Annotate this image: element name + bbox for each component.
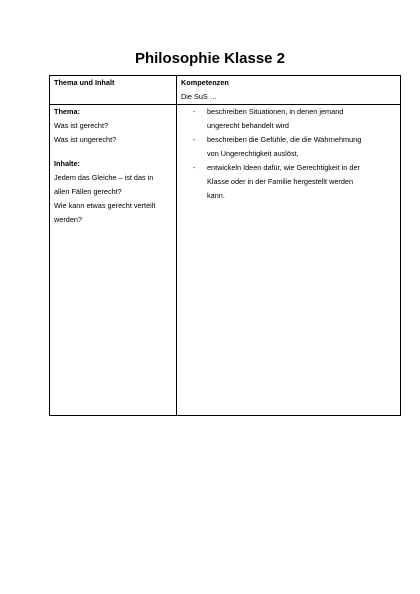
- list-item: [181, 161, 396, 203]
- thema-label: Thema:: [54, 107, 80, 116]
- curriculum-table: [49, 75, 401, 416]
- header-thema-und-inhalt: Thema und Inhalt: [54, 78, 115, 87]
- kompetenzen-list: [181, 105, 396, 203]
- table-header-row: [50, 76, 401, 105]
- content-cell-right: [177, 105, 401, 416]
- list-item: [181, 133, 396, 161]
- page-title: Philosophie Klasse 2: [134, 50, 286, 67]
- bullet-dash: -: [193, 107, 196, 116]
- list-item: [181, 105, 396, 133]
- inhalte-label: Inhalte:: [54, 159, 80, 168]
- inhalte-line: Jedem das Gleiche – ist das in: [54, 173, 154, 182]
- table-body-row: [50, 105, 401, 416]
- list-item-line: kann.: [207, 191, 225, 200]
- thema-line: Was ist ungerecht?: [54, 135, 117, 144]
- list-item-line: Klasse oder in der Familie hergestellt werden: [207, 177, 354, 186]
- list-item-line: beschreiben die Gefühle, die die Wahrnehmung: [207, 135, 362, 144]
- content-cell-left: [50, 105, 177, 416]
- bullet-dash: -: [193, 163, 196, 172]
- header-cell-thema: [50, 76, 177, 105]
- inhalte-line: Wie kann etwas gerecht verteilt: [54, 201, 156, 210]
- bullet-dash: -: [193, 135, 196, 144]
- thema-line: Was ist gerecht?: [54, 121, 109, 130]
- spacer: [54, 147, 172, 157]
- list-item-line: ungerecht behandelt wird: [207, 121, 289, 130]
- header-cell-kompetenzen: [177, 76, 401, 105]
- inhalte-line: werden?: [54, 215, 82, 224]
- inhalte-line: allen Fällen gerecht?: [54, 187, 122, 196]
- header-kompetenzen: Kompetenzen: [181, 78, 229, 87]
- list-item-line: beschreiben Situationen, in denen jemand: [207, 107, 344, 116]
- list-item-line: entwickeln Ideen dafür, wie Gerechtigkeit in der: [207, 163, 360, 172]
- list-item-line: von Ungerechtigkeit auslöst,: [207, 149, 299, 158]
- header-die-sus: Die SuS …: [181, 92, 218, 101]
